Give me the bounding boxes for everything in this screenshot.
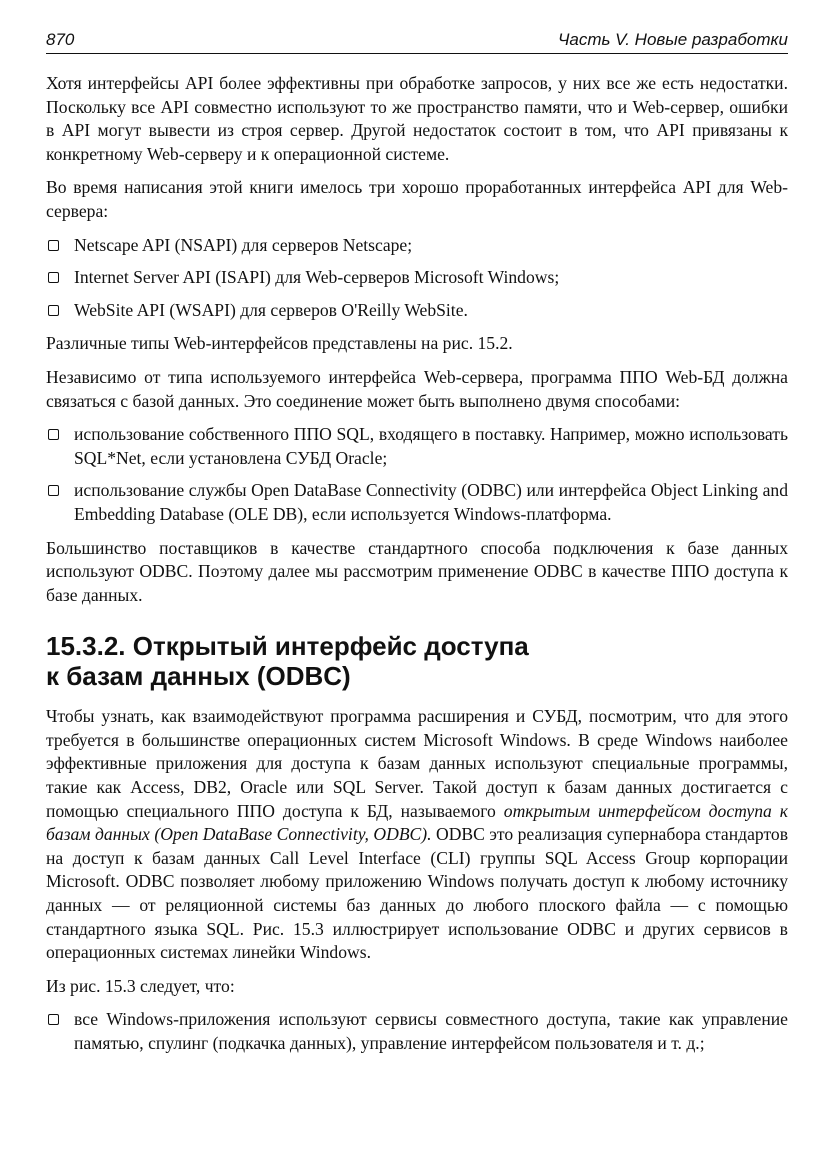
paragraph-odbc-description: Чтобы узнать, как взаимодействуют программа расширения и СУБД, посмотрим, что для этого требуется в большинстве операционных систем Microsoft Windows. В среде Windows наиболее эффективные приложения для доступа к базам данных используют специальные программы, такие как Access, DB2, Oracle или SQL Server. Такой доступ к базам данных достигается с помощью специального ППО доступа к БД, называемого открытым интерфейсом доступа к базам данных (Open DataBase Connectivity, ODBC). ODBC это реализация супернабора стандартов на доступ к базам данных Call Level Interface (CLI) группы SQL Access Group корпорации Microsoft. ODBC позволяет любому приложению Windows получать доступ к любому источнику данных — от реляционной системы баз данных до любого плоского файла — с помощью стандартного языка SQL. Рис. 15.3 иллюстрирует использование ODBC и других сервисов в операционных системах линейки Windows. bbox=[46, 706, 789, 963]
list-item: использование собственного ППО SQL, входящего в поставку. Например, можно использовать SQL*Net, если установлена СУБД Oracle; bbox=[46, 423, 788, 470]
paragraph-api-drawbacks: Хотя интерфейсы API более эффективны при обработке запросов, у них все же есть недостатки. Поскольку все API совместно используют то же пространство памяти, что и Web-сервер, ошибки в API могут вывести из строя сервер. Другой недостаток состоит в том, что API привязаны к конкретному Web-серверу и к операционной системе. bbox=[46, 73, 788, 164]
paragraph-figure-ref: Различные типы Web-интерфейсов представлены на рис. 15.2. bbox=[46, 333, 513, 354]
list-item: WebSite API (WSAPI) для серверов O'Reilly WebSite. bbox=[46, 299, 788, 323]
odbc-definition-italic: открытым интерфейсом доступа к базам данных (Open DataBase Connectivity, ODBC). bbox=[46, 800, 788, 845]
conclusions-list bbox=[46, 1008, 788, 1055]
paragraph-odbc-vendors: Большинство поставщиков в качестве стандартного способа подключения к базе данных используют ODBC. Поэтому далее мы рассмотрим применение ODBC в качестве ППО доступа к базе данных. bbox=[46, 537, 788, 605]
list-item: использование службы Open DataBase Connectivity (ODBC) или интерфейса Object Linking and Embedding Database (OLE DB), если используется Windows-платформа. bbox=[46, 479, 788, 526]
paragraph-figure-conclusion: Из рис. 15.3 следует, что: bbox=[46, 975, 235, 996]
list-item: Netscape API (NSAPI) для серверов Netscape; bbox=[46, 234, 788, 258]
checkbox-bullet-icon bbox=[48, 429, 59, 440]
paragraph-api-list-intro: Во время написания этой книги имелось три хорошо проработанных интерфейса API для Web-сервера: bbox=[46, 177, 788, 221]
list-item: Internet Server API (ISAPI) для Web-серверов Microsoft Windows; bbox=[46, 266, 788, 290]
running-head: Часть V. Новые разработки bbox=[557, 30, 788, 49]
page-number: 870 bbox=[46, 30, 75, 49]
connection-methods-list bbox=[46, 423, 788, 526]
page-header bbox=[46, 30, 788, 54]
api-list bbox=[46, 234, 788, 323]
checkbox-bullet-icon bbox=[48, 272, 59, 283]
checkbox-bullet-icon bbox=[48, 1014, 59, 1025]
checkbox-bullet-icon bbox=[48, 240, 59, 251]
section-heading: 15.3.2. Открытый интерфейс доступа к базам данных (ODBC) bbox=[46, 631, 529, 692]
checkbox-bullet-icon bbox=[48, 305, 59, 316]
book-page bbox=[46, 30, 788, 1066]
checkbox-bullet-icon bbox=[48, 485, 59, 496]
list-item: все Windows-приложения используют сервисы совместного доступа, такие как управление памятью, спулинг (подкачка данных), управление интерфейсом пользователя и т. д.; bbox=[46, 1008, 788, 1055]
paragraph-connection-intro: Независимо от типа используемого интерфейса Web-сервера, программа ППО Web-БД должна связаться с базой данных. Это соединение может быть выполнено двумя способами: bbox=[46, 366, 788, 411]
